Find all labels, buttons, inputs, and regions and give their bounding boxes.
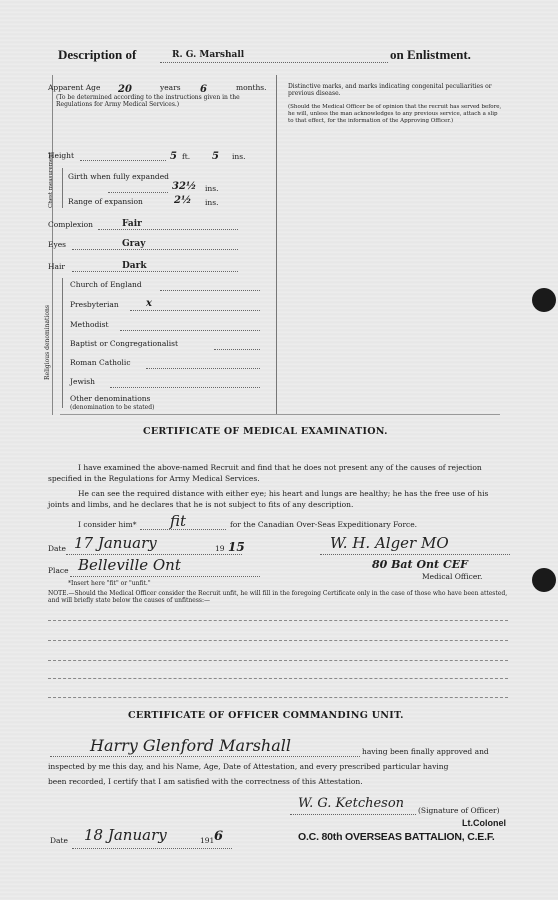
medical-signature-line: [320, 554, 510, 555]
religion-leader-1: [160, 290, 260, 291]
chest-bracket: [62, 168, 63, 208]
religion-item-church-of-england: Church of England: [70, 280, 142, 289]
officer-date-value: 18 January: [84, 826, 167, 844]
medical-place-line: [70, 576, 260, 577]
medical-place-value: Belleville Ont: [78, 556, 181, 574]
age-years: 20: [118, 84, 132, 95]
medical-para1: I have examined the above-named Recruit and find that he does not present any of the causes of rejection specified in the Regulations for Army Medical Services.: [48, 463, 482, 483]
religion-leader-5: [146, 368, 260, 369]
complexion-leader: [98, 229, 238, 230]
age-months-unit: months.: [236, 83, 267, 92]
officer-battalion: O.C. 80th OVERSEAS BATTALION, C.E.F.: [298, 831, 495, 843]
officer-year: 6: [214, 829, 224, 844]
punch-hole-bottom: [532, 568, 556, 592]
eyes-value: Gray: [122, 239, 146, 249]
medical-date-line: [66, 554, 242, 555]
medical-consider-prefix: I consider him*: [78, 520, 137, 529]
religion-other-note: (denomination to be stated): [70, 404, 155, 411]
officer-rank: Lt.Colonel: [462, 818, 506, 828]
medical-year: 15: [228, 540, 245, 554]
religion-item-roman-catholic: Roman Catholic: [70, 358, 131, 367]
punch-hole-top: [532, 288, 556, 312]
religion-item-other: Other denominations: [70, 394, 151, 403]
religion-leader-4: [214, 349, 260, 350]
header-prefix: Description of: [58, 47, 137, 62]
officer-signature-line: [290, 814, 416, 815]
eyes-leader: [72, 249, 238, 250]
height-leader: [80, 160, 166, 161]
distinctive-note: (Should the Medical Officer be of opinion that the recruit has served before, he will, unless the man acknowledges to any previous service, attach a slip to that effect, for the information of the Approving Officer.): [288, 104, 502, 124]
age-note: (To be determined according to the instructions given in the Regulations for Army Medical Services.): [56, 94, 240, 108]
medical-fit-line: [140, 529, 226, 530]
religion-group-label: Religious denominations: [44, 305, 51, 380]
medical-para2: He can see the required distance with either eye; his heart and lungs are healthy; he has the free use of his joints and limbs, and he declares that he is not subject to fits of any description.: [48, 489, 489, 509]
officer-year-prefix: 191: [200, 836, 215, 845]
religion-mark: x: [146, 298, 152, 309]
hair-leader: [72, 271, 238, 272]
officer-para-b: inspected by me this day, and his Name, Age, Date of Attestation, and every prescribed particular having: [48, 762, 449, 771]
unfit-line-2: [48, 640, 508, 641]
center-divider: [276, 75, 277, 415]
religion-leader-6: [110, 387, 260, 388]
header-name-line: [160, 62, 388, 63]
distinctive-heading: Distinctive marks, and marks indicating congenital peculiarities or previous disease.: [288, 83, 492, 97]
header-name: R. G. Marshall: [172, 50, 245, 60]
religion-item-jewish: Jewish: [70, 377, 95, 386]
medical-title: CERTIFICATE OF MEDICAL EXAMINATION.: [143, 426, 388, 437]
medical-date-value: 17 January: [74, 534, 157, 552]
medical-date-label: Date: [48, 544, 66, 553]
height-label: Height: [48, 151, 75, 160]
religion-item-presbyterian: Presbyterian: [70, 300, 119, 309]
medical-fit: fit: [170, 512, 187, 530]
height-ft-unit: ft.: [182, 152, 191, 161]
unfit-line-1: [48, 620, 508, 621]
officer-date-line: [72, 848, 232, 849]
officer-name-line: [50, 756, 360, 757]
chest-girth-value: 32½: [172, 181, 197, 192]
hair-label: Hair: [48, 262, 65, 271]
medical-place-label: Place: [48, 566, 69, 575]
chest-range-unit: ins.: [205, 198, 219, 207]
medical-unit: 80 Bat Ont CEF: [372, 558, 468, 571]
medical-note: NOTE.—Should the Medical Officer consider the Recruit unfit, he will fill in the foregoing Certificate only in the case of those who have been attested, and will briefly state below the causes of unfitness:—: [48, 590, 508, 604]
officer-date-label: Date: [50, 836, 68, 845]
chest-range-label: Range of expansion: [68, 197, 143, 206]
chest-girth-label: Girth when fully expanded: [68, 172, 169, 181]
officer-para-a: having been finally approved and: [362, 747, 489, 756]
age-label: Apparent Age: [48, 83, 101, 92]
chest-girth-leader: [108, 192, 168, 193]
officer-title: CERTIFICATE OF OFFICER COMMANDING UNIT.: [128, 710, 404, 721]
hair-value: Dark: [122, 261, 147, 271]
unfit-line-3: [48, 660, 508, 661]
medical-signature: W. H. Alger MO: [330, 534, 449, 552]
complexion-label: Complexion: [48, 220, 93, 229]
unfit-line-4: [48, 678, 508, 679]
medical-year-prefix: 19: [215, 544, 225, 553]
height-feet: 5: [170, 151, 177, 162]
officer-para-c: been recorded, I certify that I am satisfied with the correctness of this Attestation.: [48, 777, 363, 786]
age-months: 6: [200, 84, 207, 95]
officer-name: Harry Glenford Marshall: [90, 736, 291, 755]
height-ins-unit: ins.: [232, 152, 246, 161]
age-years-unit: years: [160, 83, 181, 92]
religion-leader-2: [130, 310, 260, 311]
complexion-value: Fair: [122, 219, 142, 229]
medical-officer-label: Medical Officer.: [422, 572, 483, 581]
chest-group-label: Chest measurement: [48, 151, 54, 208]
eyes-label: Eyes: [48, 240, 66, 249]
officer-signature: W. G. Ketcheson: [298, 796, 405, 811]
religion-bracket: [62, 278, 63, 408]
header-suffix: on Enlistment.: [390, 47, 471, 62]
officer-sig-label: (Signature of Officer): [418, 806, 500, 815]
medical-consider-suffix: for the Canadian Over-Seas Expeditionary Force.: [230, 520, 418, 529]
religion-leader-3: [120, 330, 260, 331]
chest-girth-unit: ins.: [205, 184, 219, 193]
medical-footnote: *Insert here "fit" or "unfit.": [68, 580, 151, 587]
chest-range-value: 2½: [174, 195, 192, 206]
religion-item-methodist: Methodist: [70, 320, 109, 329]
height-inches: 5: [212, 151, 219, 162]
religion-item-baptist: Baptist or Congregationalist: [70, 339, 178, 348]
unfit-line-5: [48, 697, 508, 698]
table-bottom: [60, 414, 500, 415]
